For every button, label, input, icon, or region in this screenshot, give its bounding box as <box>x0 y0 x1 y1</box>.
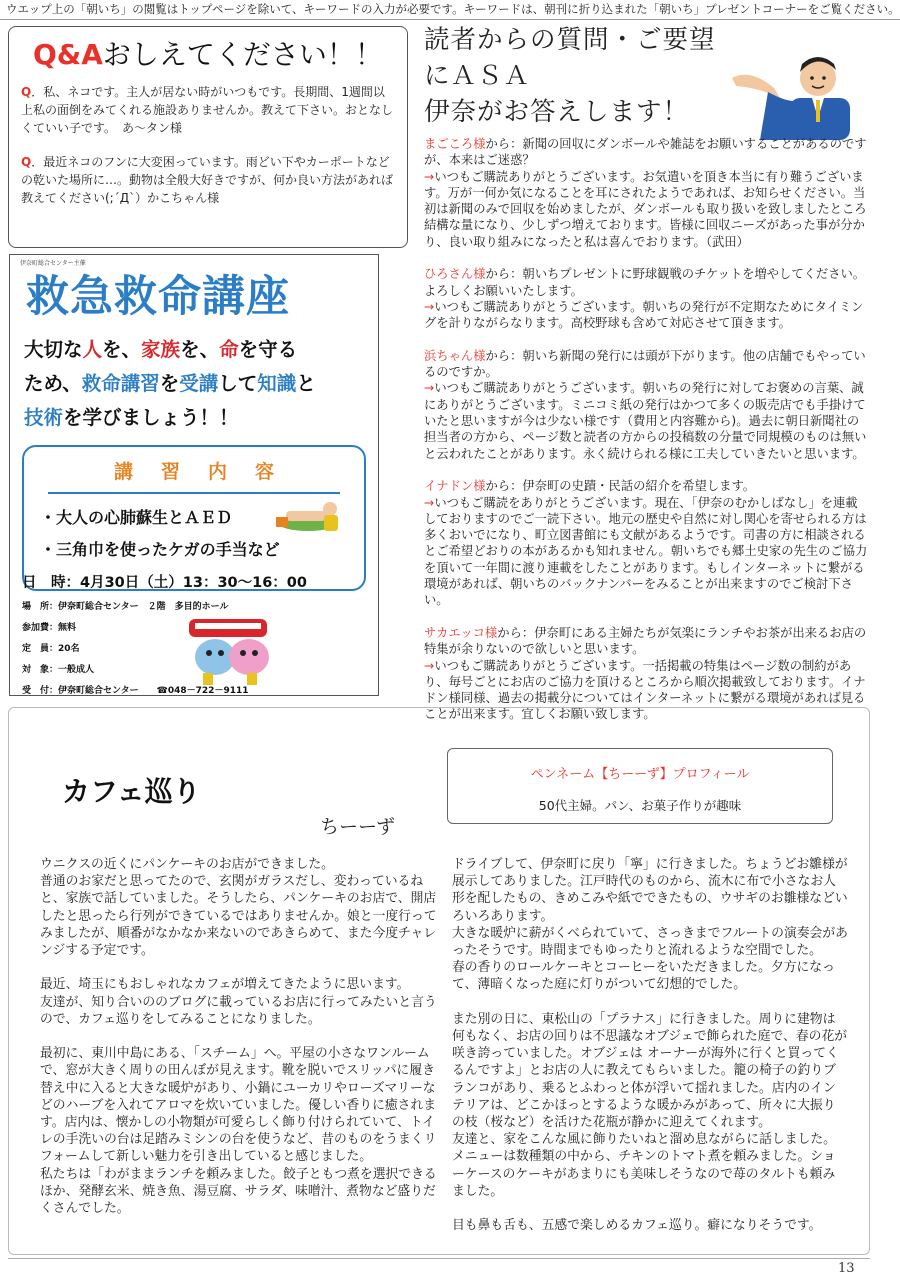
msg-part: を守る <box>238 338 298 361</box>
detail-row: 対 象：一般成人 <box>22 665 95 675</box>
course-item: ・大人の心肺蘇生とＡＥＤ <box>40 508 233 527</box>
reader-name: ひろさん様 <box>424 267 486 282</box>
qa-title <box>33 35 395 75</box>
reader-question: から：朝いち新聞の発行には頭が下がります。他の店舗でもやっているのですか。 <box>424 348 866 380</box>
bottom-rule <box>8 1258 870 1259</box>
reply-arrow-icon: → <box>424 658 435 673</box>
answer-item <box>424 478 868 608</box>
qa-text: ．私、ネコです。主人が居ない時がいつもです。長期間、1週間以上私の面倒をみてくれる施設ありませんか。教えて下さい。おとなしくていい子です。 あ～タン様 <box>21 85 394 135</box>
aed-illustration <box>272 481 354 537</box>
asa-reply: →いつもご購読ありがとうございます。お気遣いを頂き本当に有り難うございます。万が一何か気になることを耳にされたようであれば、お知らせください。当初は新聞のみで回収を始めましたが、ダンボールも取り扱いを致しましたところ結構な量になり、少しずつ増えております。皆様に回収ニーズがあった事が分かり、良い取り組みになったと私は喜んでおります。（武田） <box>424 169 867 249</box>
qa-box <box>8 26 408 248</box>
answer-item <box>424 136 868 250</box>
mascot-illustration <box>175 615 285 689</box>
reply-arrow-icon: → <box>424 381 435 396</box>
reader-name: 浜ちゃん様 <box>424 348 486 363</box>
qa-item <box>21 83 395 137</box>
reply-arrow-icon: → <box>424 299 435 314</box>
msg-part: を、 <box>180 338 220 361</box>
profile-box <box>447 748 833 824</box>
msg-part: と <box>296 372 316 395</box>
msg-part: 知識 <box>257 372 297 395</box>
qa-title-mark: Q&A <box>33 38 103 71</box>
reader-name: まごころ様 <box>424 137 486 151</box>
poster-title: 救急救命講座 <box>26 272 290 322</box>
top-notice: ウエップ上の「朝いち」の閲覧はトップページを除いて、キーワードの入力が必要です。キーワードは、朝刊に折り込まれた「朝いち」プレゼントコーナーをご覧ください。 <box>0 0 900 20</box>
asa-reply: →いつもご購読ありがとうございます。朝いちの発行が不定期なためにタイミングを計りながらなります。高校野球も含めて対応させて頂きます。 <box>424 299 864 331</box>
answer-item <box>424 266 868 331</box>
msg-part: 家族 <box>141 338 181 361</box>
asa-reply: →いつもご購読ありがとうございます。朝いちの発行に対してお褒めの言葉、誠にありがとうございます。ミニコミ紙の発行はかつて多くの販売店でも手掛けていたと思いますが今は少ない様です（費用と内容難から)。過去に朝日新聞社の担当者の方から、ページ数と読者の方からの投稿数の分量で同規模のものは無いと云われたことがあります。永く続けられる様に工夫していきたいと思います。 <box>424 381 867 461</box>
reader-name: イナドン様 <box>424 479 486 494</box>
poster-message <box>10 325 378 435</box>
msg-part: を <box>159 372 180 395</box>
msg-part: を、 <box>102 338 142 361</box>
msg-part: 命 <box>219 338 239 361</box>
msg-part: 人 <box>82 338 103 361</box>
reader-question: から：朝いちプレゼントに野球観戦のチケットを増やしてください。よろしくお願いいたします。 <box>424 267 866 298</box>
cafe-paragraph: 最近、埼玉にもおしゃれなカフェが増えてきたように思います。 友達が、知り合いののブログに載っているお店に行ってみたいと言うので、カフェ巡りをしてみることになりました。 <box>40 977 437 1027</box>
detail-row: 定 員：20名 <box>22 644 80 654</box>
cafe-paragraph: また別の日に、東松山の「プラナス」に行きました。周りに建物は何もなく、お店の回りは不思議なオブジェで飾られた庭で、春の花が咲き誇っていました。オブジェは オーナーが海外に行くと買ってくるんですよ」とお店の人に教えてもらいました。籠の椅子の釣りブランコがあり、乗るとふわっと体が浮いて揺れました。店内のインテリアは、どこかほっとするような暖かみがあって、所々に大振りの枝（桜など）を活けた花瓶が静かに迎えてくれます。 友達と、家をこんな風に飾りたいねと溜め息ながらに話しました。 メニューは数種類の中から、チキンのトマト煮を頼みました。ショーケースのケーキがあまりにも美味しそうなので苺のタルトも頼みました。 <box>452 1011 848 1199</box>
qa-item <box>21 153 395 207</box>
reply-arrow-icon: → <box>424 169 435 184</box>
businessman-illustration <box>730 48 860 140</box>
msg-part: 技術 <box>24 406 64 429</box>
msg-part: して <box>218 372 258 395</box>
profile-heading: ペンネーム【ちーーず】プロフィール <box>530 767 750 782</box>
msg-part: 大切な <box>24 338 83 361</box>
first-aid-poster <box>9 254 379 696</box>
cafe-column-right <box>452 856 848 1252</box>
reader-question: から：伊奈町にある主婦たちが気楽にランチやお茶が出来るお店の特集が余りないので欲しいと思います。 <box>424 625 867 657</box>
course-item: ・三角巾を使ったケガの手当など <box>40 540 280 559</box>
cafe-paragraph: 目も鼻も舌も、五感で楽しめるカフェ巡り。癖になりそうです。 <box>452 1218 822 1234</box>
asa-title-line: 伊奈がお答えします！ <box>424 97 690 127</box>
answer-item <box>424 348 868 462</box>
event-date: 日 時：4月30日（土）13：30～16：00 <box>22 575 307 591</box>
answers-list <box>424 136 868 739</box>
qa-text: ．最近ネコのフンに大変困っています。雨どい下やカーポートなどの乾いた場所に…。動物は全般大好きですが、何か良い方法があれば教えてください(;´Д`）かこちゃん様 <box>21 155 394 205</box>
reader-name: サカエッコ様 <box>424 625 498 640</box>
asa-title-line: 読者からの質問・ご要望にＡＳＡ <box>424 25 716 91</box>
asa-reply: →いつもご購読をありがとうございます。現在、「伊奈のむかしばなし」を連載しておりますのでご一読下さい。地元の歴史や自然に対し関心を寄せられる方は多くおいでになり、町立図書館にも文献があるようです。司書の方に相談されるとご希望どおりの本があるかも知れません。朝いちでも郷土史家の先生のご協力を頂いて一年間に渡り連載をしたことがあります。もしインターネットに繋がる環境があれば、朝いちのバックナンバーをみることが出来ますのでご検討下さい。 <box>424 495 868 608</box>
reply-arrow-icon: → <box>424 495 435 510</box>
detail-row: 場 所：伊奈町総合センター ２階 多目的ホール <box>22 602 229 612</box>
cafe-column-left <box>40 856 438 1234</box>
qa-title-text: おしえてください！！ <box>102 38 383 71</box>
profile-body: 50代主婦。パン、お菓子作りが趣味 <box>538 798 742 813</box>
msg-part: 受講 <box>179 372 219 395</box>
msg-part: を学びましょう！！ <box>63 406 239 429</box>
course-heading: 講習内容 <box>113 461 302 483</box>
qa-q-mark: Q <box>21 155 32 169</box>
msg-part: ため、 <box>24 372 82 395</box>
cafe-paragraph: ドライブして、伊奈町に戻り「寧」に行きました。ちょうどお雛様が展示してありました。江戸時代のものから、流木に布で小さなお人形を配したもの、きめこみや紙でできたもの、ウサギのお雛様などいろいろあります。 大きな暖炉に薪がくべられていて、さっきまでフルートの演奏会があったそうです。時間までもゆったりと流れるような空間でした。 春の香りのロールケーキとコーヒーをいただきました。夕方になって、薄暗くなった庭に灯りがついて幻想的でした。 <box>452 857 848 993</box>
cafe-paragraph: ウニクスの近くにパンケーキのお店ができました。 普通のお家だと思ってたので、玄関がガラスだし、変わっているねと、家族で話していました。そうしたら、パンケーキのお店で、開店したと思ったら行列ができているではありませんか。娘と一度行ってみましたが、順番がなかなか来ないのであきらめて、また今度チャレンジする予定です。 <box>40 857 437 959</box>
cafe-paragraph: 最初に、東川中島にある、「スチーム」へ。平屋の小さなワンルームで、窓が大きく周りの田んぼが見えます。靴を脱いでスリッパに履き替え中に入ると大きな暖炉があり、小鍋にユーカリやローズマリーなどのハーブを入れてアロマを炊いていました。優しい香りに癒されます。店内は、懐かしの小物類が可愛らしく飾り付けられていて、トイレの手洗いの台は足踏みミシンの台を使うなど、昔のものをうまくリフォームして新しい魅力を引き出していると感じました。 私たちは「わがままランチを頼みました。餃子ともつ煮を選択できるほか、発酵玄米、焼き魚、湯豆腐、サラダ、味噌汁、煮物など盛りだくさんでした。 <box>40 1046 437 1217</box>
cafe-author: ちーーず <box>320 816 396 838</box>
poster-header: 伊奈町総合センター主催 <box>20 260 86 267</box>
reader-question: から：伊奈町の史蹟・民話の紹介を希望します。 <box>485 479 756 494</box>
msg-part: 救命講習 <box>81 372 160 395</box>
cafe-title: カフェ巡り <box>62 775 201 808</box>
qa-q-mark: Q <box>21 85 32 99</box>
detail-row: 受 付：伊奈町総合センター ☎048－722－9111 <box>22 686 249 696</box>
asa-reply: →いつもご購読ありがとうございます。一括掲載の特集はページ数の制約があり、毎号ごとにお店のご協力を頂けるところから順次掲載致しております。イナドン様同様、過去の掲載分についてはインターネットに繋がる環境があれば見ることが出来ます。宜しくお願い致します。 <box>424 658 866 722</box>
asa-title <box>424 22 724 130</box>
page-number: 13 <box>838 1261 855 1276</box>
detail-row: 参加費：無料 <box>22 623 77 633</box>
reader-question: から：新聞の回収にダンボールや雑誌をお願いすることがあるのですが、本来はご迷惑？ <box>424 137 867 168</box>
